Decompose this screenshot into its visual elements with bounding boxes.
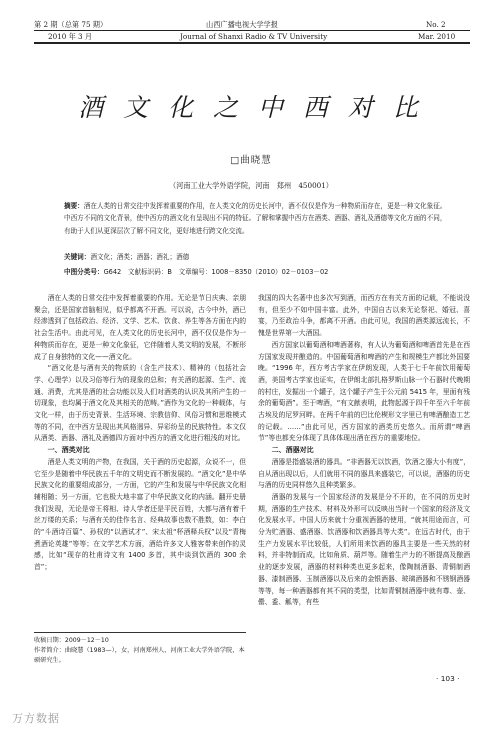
running-header-bottom	[34, 32, 470, 42]
issue-date-en: Mar. 2010	[418, 32, 456, 41]
body-paragraph: 酒是人类文明的产物，在我国，关于酒的历史起源，众说不一，但它至少是随着中华民族五千年的文明史而不断发展的。“酒文化”是中华民族文化的重要组成部分，一方面，它的产生和发展与中华民族文化相辅相随；另一方面，它也极大地丰富了中华民族文化的内涵。翻开史册我们发现，无论是帝王将相、诗人学者还是平民百姓，大都与酒有着千丝万缕的关系；与酒有关的佳作名言、经典故事也数不胜数，如：李白的“斗酒诗百篇”、孙权的“以酒试才”、宋太祖“杯酒释兵权”以及“青梅煮酒论英雄”等等；在文学艺术方面，酒给许多文人雅客带来创作的灵感，比如“现存的杜甫诗文有 1400 多首，其中谈到饮酒的 300 余首”；	[34, 457, 246, 572]
classification-text: G642 文献标识码：B 文章编号：1008－8350（2010）02－0103－02	[103, 268, 329, 276]
author-affiliation: （河南工业大学外语学院，河南 郑州 450001）	[168, 181, 333, 190]
keywords-label: 关键词：	[64, 253, 91, 261]
footnote-author-bio: 作者简介：曲晓慧（1983—），女，河南郑州人，河南工业大学外语学院，本硕研究生。	[34, 647, 245, 664]
article-title: 酒 文 化 之 中 西 对 比	[78, 93, 424, 122]
body-column-right	[258, 293, 470, 609]
body-paragraph: 酒器是指盛装酒的器具。“非酒器无以饮酒，饮酒之器大小有度”，自从酒出现以后，人们就用不同的器具来盛装它，可以说，酒器的历史与酒的历史同样悠久且种类繁多。	[258, 457, 470, 490]
abstract-label: 摘要：	[64, 202, 84, 210]
journal-title-cn: 山西广播电视大学学报	[206, 20, 278, 29]
journal-title-en: Journal of Shanxi Radio & TV University	[180, 32, 328, 41]
header-rule	[34, 30, 470, 31]
classification-label: 中图分类号：	[64, 268, 104, 276]
classification-line	[64, 266, 448, 276]
issue-number-en: No. 2	[426, 20, 446, 29]
page-number: · 103 ·	[436, 674, 460, 683]
abstract	[64, 200, 448, 237]
keywords-text: 酒文化；酒类；酒器；酒礼；酒德	[90, 253, 190, 261]
body-paragraph: 酒在人类的日常交往中发挥着重要的作用。无论是节日庆典、亲朋聚会，还是国家首脑相见，似乎都离不开酒。可以说，古今中外，酒已经渗透到了包括政治、经济、文学、艺术、饮食、养生等各方面在内的社会生活中。由此可见，在人类文化的历史长河中，酒不仅仅是作为一种物质而存在，更是一种文化象征，它伴随着人类文明的发展，不断形成了自身独特的文化——酒文化。	[34, 294, 246, 361]
issue-number: 第 2 期（总第 75 期）	[34, 20, 108, 29]
footnote-rule	[34, 632, 246, 633]
body-paragraph: “酒文化是与酒有关的物质的（含生产技术）、精神的（包括社会学、心理学）以及习俗等行为的现象的总和；有关酒的起源、生产、流通、消费，尤其是酒的社会功能以及人们对酒类的认识及其所产生的一切现象，也均属于酒文化及其相关的范畴。”酒作为文化的一种载体，与文化一样，由于历史背景、生活环境、宗教信仰、风俗习惯和思维模式等的不同，在中西方呈现出其风格迥异、异彩纷呈的民族特性。本文仅从酒类、酒器、酒礼及酒德四方面对中西方的酒文化进行粗浅的对比。	[34, 364, 246, 443]
header-rule-thick	[34, 42, 470, 44]
keywords	[64, 251, 448, 261]
body-paragraph: 西方国家以葡萄酒和啤酒著称，有人认为葡萄酒和啤酒首先是在西方国家发现并酿造的。中国葡萄酒和啤酒的产生和规模生产都比外国要晚。“1996 年，西方考古学家在伊朗发现，人类于七千年前饮用葡萄酒，美国考古学家也证实，在伊朗北部扎格罗斯山脉一个石器时代晚期的村庄，发掘出一个罐子，这个罐子产生于公元前 5415 年，里面有残余的葡萄酒”。至于啤酒，“有文献表明，此物起源于四千年至六千年前古埃及的尼罗河畔。在两千年前的巴比伦楔形文字里已有啤酒酿造工艺的记载。……”由此可见，西方国家的酒类历史悠久。而所谓“啤酒节”等也都充分体现了具体体现出酒在西方的重要地位。	[258, 340, 470, 443]
abstract-text: 酒在人类的日常交往中发挥着重要的作用，在人类文化的历史长河中，酒不仅仅是作为一种物质而存在，更是一种文化象征。中西方不同的文化背景，使中西方的酒文化有呈现出不同的特征。了解和掌握中西方在酒类、酒器、酒礼及酒德等文化方面的不同，有助于人们从更深层次了解不同文化，更好地进行跨文化交流。	[64, 202, 447, 235]
body-column-left	[34, 293, 246, 574]
footnote-received: 收稿日期：2009－12－10	[34, 637, 109, 644]
issue-date: 2010 年 3 月	[48, 32, 93, 41]
watermark-wanfang: 万方数据	[12, 712, 60, 725]
running-header-top	[34, 20, 470, 30]
body-paragraph: 我国的四大名著中也多次写到酒，而西方在有关方面的记载，不能说没有，但至少不如中国丰富。此外，中国自古以来无论祭祀、婚冠、喜宴，乃至政治斗争，都离不开酒。由此可见，我国的酒类源远流长，不愧是世界第一大酒国。	[258, 294, 470, 338]
body-paragraph: 酒器的发展与一个国家经济的发展是分不开的，在不同的历史时期，酒器的生产技术、材料及外形可以反映出当时一个国家的经济及文化发展水平。中国人历来就十分重视酒器的使用，“就其用途而言，可分为贮酒器、盛酒器、饮酒器和饮酒器具等大类”。在远古时代，由于生产力发展水平比较低，人们所用来饮酒的器具主要是一些天然的材料，并非特制而成，比如角质、葫芦等。随着生产力的不断提高及酿酒业的逐步发展，酒器的材料种类也更多起来，像陶制酒器、青铜制酒器、漆制酒器、玉制酒器以及后来的金银酒器、玻璃酒器和不锈钢酒器等等，每一种酒器都有其不同的类型，比如青铜制酒器中就有尊、壶、罍、盉、觚等，有些	[258, 492, 470, 607]
section-heading: 一、酒类对比	[47, 446, 90, 455]
section-heading: 二、酒器对比	[271, 446, 314, 455]
author-name: □曲晓慧	[230, 155, 272, 166]
